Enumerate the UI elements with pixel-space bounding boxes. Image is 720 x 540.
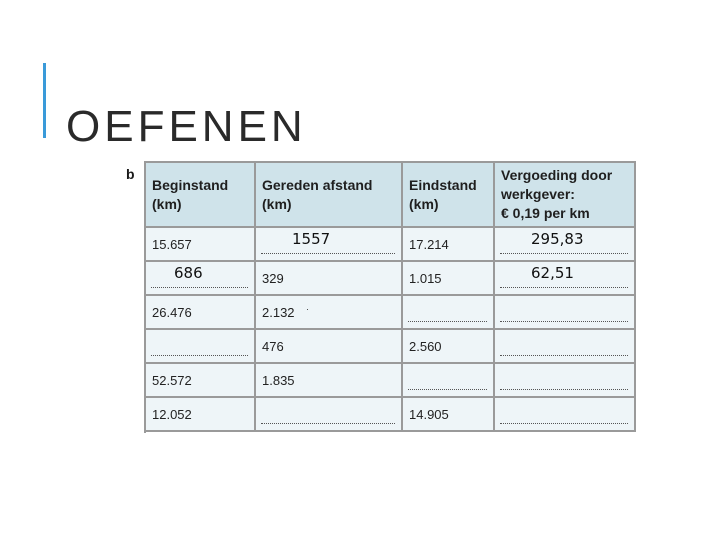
table-row bbox=[146, 296, 636, 330]
answer-line bbox=[151, 355, 248, 356]
cell-eindstand: 14.905 bbox=[403, 398, 495, 432]
cell-gereden: 329 bbox=[256, 262, 403, 296]
answer-line bbox=[500, 423, 628, 424]
answer-line bbox=[261, 423, 395, 424]
answer-line bbox=[500, 389, 628, 390]
title-accent-bar bbox=[43, 63, 46, 138]
answer-line bbox=[261, 253, 395, 254]
cell-beginstand: 52.572 bbox=[146, 364, 256, 398]
table-row bbox=[146, 228, 636, 262]
answer-line bbox=[408, 389, 487, 390]
cell-gereden: 1.835 bbox=[256, 364, 403, 398]
cell-vergoeding-answer[interactable] bbox=[495, 262, 636, 296]
table-row bbox=[146, 330, 636, 364]
cell-vergoeding-answer[interactable] bbox=[495, 364, 636, 398]
mileage-table bbox=[146, 161, 636, 432]
cell-beginstand-answer[interactable] bbox=[146, 262, 256, 296]
table-header-row bbox=[146, 161, 636, 228]
cell-vergoeding-answer[interactable] bbox=[495, 330, 636, 364]
cell-gereden: 476 bbox=[256, 330, 403, 364]
cell-beginstand: 26.476 bbox=[146, 296, 256, 330]
cell-vergoeding-answer[interactable] bbox=[495, 228, 636, 262]
answer-line bbox=[151, 287, 248, 288]
stray-mark: · bbox=[306, 304, 309, 314]
cell-gereden-answer[interactable] bbox=[256, 228, 403, 262]
answer-line bbox=[500, 355, 628, 356]
cell-beginstand: 12.052 bbox=[146, 398, 256, 432]
exercise-part-label: b bbox=[126, 166, 135, 182]
cell-eindstand: 1.015 bbox=[403, 262, 495, 296]
cell-beginstand: 15.657 bbox=[146, 228, 256, 262]
header-eindstand: Eindstand (km) bbox=[403, 161, 495, 228]
slide-title: OEFENEN bbox=[66, 102, 307, 152]
header-gereden-afstand: Gereden afstand (km) bbox=[256, 161, 403, 228]
table-row bbox=[146, 364, 636, 398]
answer-line bbox=[408, 321, 487, 322]
cell-gereden: 2.132 · bbox=[256, 296, 403, 330]
cell-gereden-answer[interactable] bbox=[256, 398, 403, 432]
handwritten-answer: 295,83 bbox=[531, 230, 584, 248]
cell-eindstand-answer[interactable] bbox=[403, 296, 495, 330]
cell-beginstand-answer[interactable] bbox=[146, 330, 256, 364]
handwritten-answer: 686 bbox=[174, 264, 203, 282]
table-row bbox=[146, 262, 636, 296]
answer-line bbox=[500, 287, 628, 288]
answer-line bbox=[500, 321, 628, 322]
cell-eindstand: 17.214 bbox=[403, 228, 495, 262]
cell-eindstand-answer[interactable] bbox=[403, 364, 495, 398]
handwritten-answer: 62,51 bbox=[531, 264, 574, 282]
cell-vergoeding-answer[interactable] bbox=[495, 296, 636, 330]
cell-eindstand: 2.560 bbox=[403, 330, 495, 364]
answer-line bbox=[500, 253, 628, 254]
handwritten-answer: 1557 bbox=[292, 230, 331, 248]
table-row bbox=[146, 398, 636, 432]
header-vergoeding: Vergoeding door werkgever: € 0,19 per km bbox=[495, 161, 636, 228]
cell-vergoeding-answer[interactable] bbox=[495, 398, 636, 432]
header-beginstand: Beginstand (km) bbox=[146, 161, 256, 228]
